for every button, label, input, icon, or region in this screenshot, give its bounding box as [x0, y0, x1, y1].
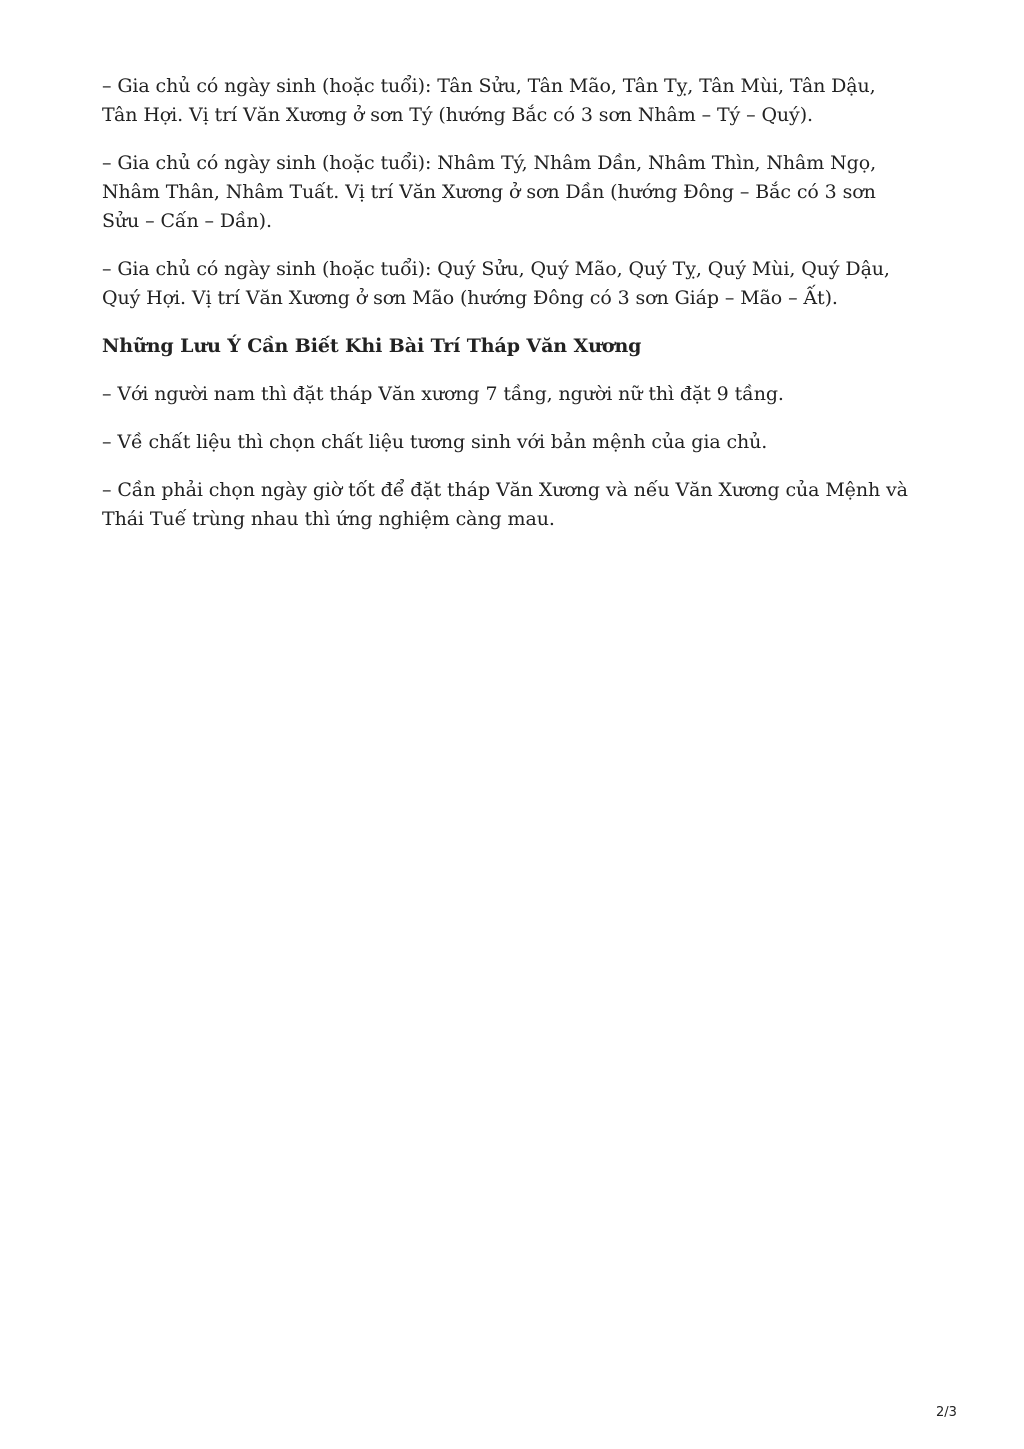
paragraph-quy-years: – Gia chủ có ngày sinh (hoặc tuổi): Quý Sửu, Quý Mão, Quý Tỵ, Quý Mùi, Quý Dậu, Quý Hợi. Vị trí Văn Xương ở sơn Mão (hướng Đông có 3 sơn Giáp – Mão – Ất).: [102, 258, 890, 309]
paragraph-auspicious-date: – Cần phải chọn ngày giờ tốt để đặt tháp Văn Xương và nếu Văn Xương của Mệnh và Thái Tuế trùng nhau thì ứng nghiệm càng mau.: [102, 479, 908, 530]
paragraph-nham-years: – Gia chủ có ngày sinh (hoặc tuổi): Nhâm Tý, Nhâm Dần, Nhâm Thìn, Nhâm Ngọ, Nhâm Thân, Nhâm Tuất. Vị trí Văn Xương ở sơn Dần (hướng Đông – Bắc có 3 sơn Sửu – Cấn – Dần).: [102, 152, 877, 232]
section-heading: Những Lưu Ý Cần Biết Khi Bài Trí Tháp Văn Xương: [102, 335, 642, 357]
paragraph-tan-years: – Gia chủ có ngày sinh (hoặc tuổi): Tân Sửu, Tân Mão, Tân Tỵ, Tân Mùi, Tân Dậu, Tân Hợi. Vị trí Văn Xương ở sơn Tý (hướng Bắc có 3 sơn Nhâm – Tý – Quý).: [102, 75, 876, 126]
page-number: 2/3: [936, 1405, 957, 1420]
paragraph-tower-floors: – Với người nam thì đặt tháp Văn xương 7 tầng, người nữ thì đặt 9 tầng.: [102, 383, 784, 405]
document-body: [102, 72, 914, 553]
paragraph-material: – Về chất liệu thì chọn chất liệu tương sinh với bản mệnh của gia chủ.: [102, 431, 768, 453]
